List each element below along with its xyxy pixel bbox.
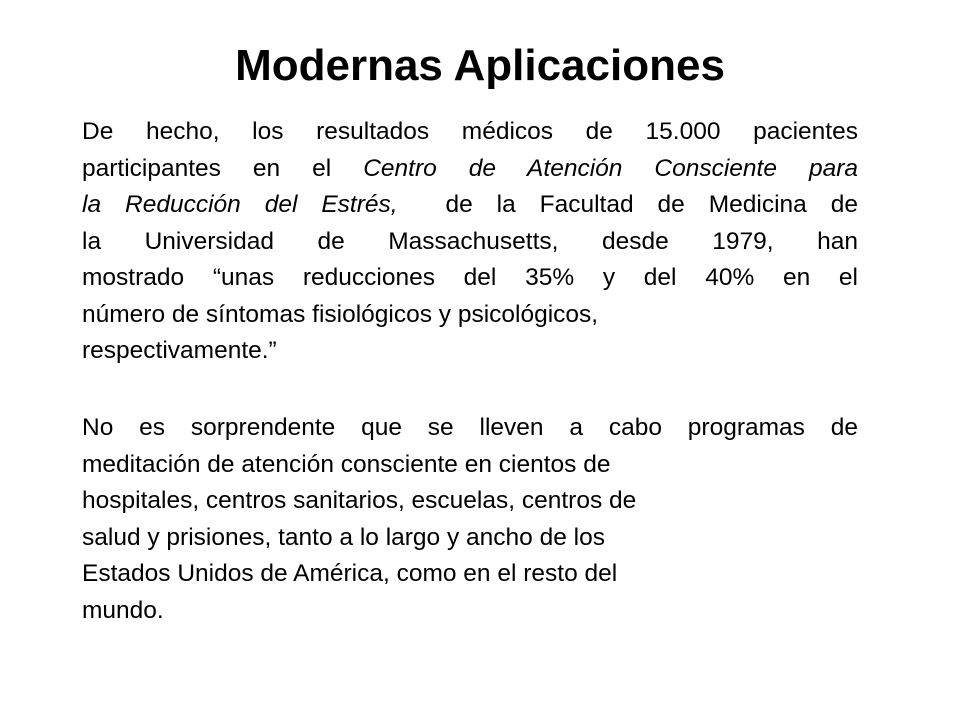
center-name-part-2: la Reducción del Estrés,	[82, 191, 398, 218]
paragraph-2	[82, 410, 858, 629]
paragraph-2-line-1: No es sorprendente que se lleven a cabo programas de	[82, 414, 858, 441]
paragraph-1	[82, 114, 858, 370]
paragraph-2-line-3: hospitales, centros sanitarios, escuelas, centros de	[82, 487, 637, 514]
paragraph-1-line-2-prefix: participantes en el	[82, 154, 364, 182]
paragraph-1-line-3-suffix: de la Facultad de Medicina de	[397, 191, 858, 218]
center-name-part-1: Centro de Atención Consciente para	[363, 154, 858, 182]
paragraph-1-line-1: De hecho, los resultados médicos de 15.000 pacientes	[82, 118, 858, 145]
paragraph-1-line-3	[82, 187, 858, 224]
slide-title: Modernas Aplicaciones	[235, 41, 725, 90]
paragraph-2-line-6: mundo.	[82, 596, 164, 624]
paragraph-1-line-4: la Universidad de Massachusetts, desde 1979, han	[82, 227, 858, 255]
paragraph-1-line-2	[82, 151, 858, 188]
paragraph-2-line-2: meditación de atención consciente en cientos de	[82, 450, 611, 478]
paragraph-1-line-7: respectivamente.”	[82, 337, 277, 364]
paragraph-1-line-6: número de síntomas fisiológicos y psicológicos,	[82, 300, 599, 328]
paragraph-2-line-4: salud y prisiones, tanto a lo largo y ancho de los	[82, 523, 605, 551]
paragraph-1-line-5: mostrado “unas reducciones del 35% y del 40% en el	[82, 264, 858, 291]
paragraph-2-line-5: Estados Unidos de América, como en el resto del	[82, 560, 618, 587]
